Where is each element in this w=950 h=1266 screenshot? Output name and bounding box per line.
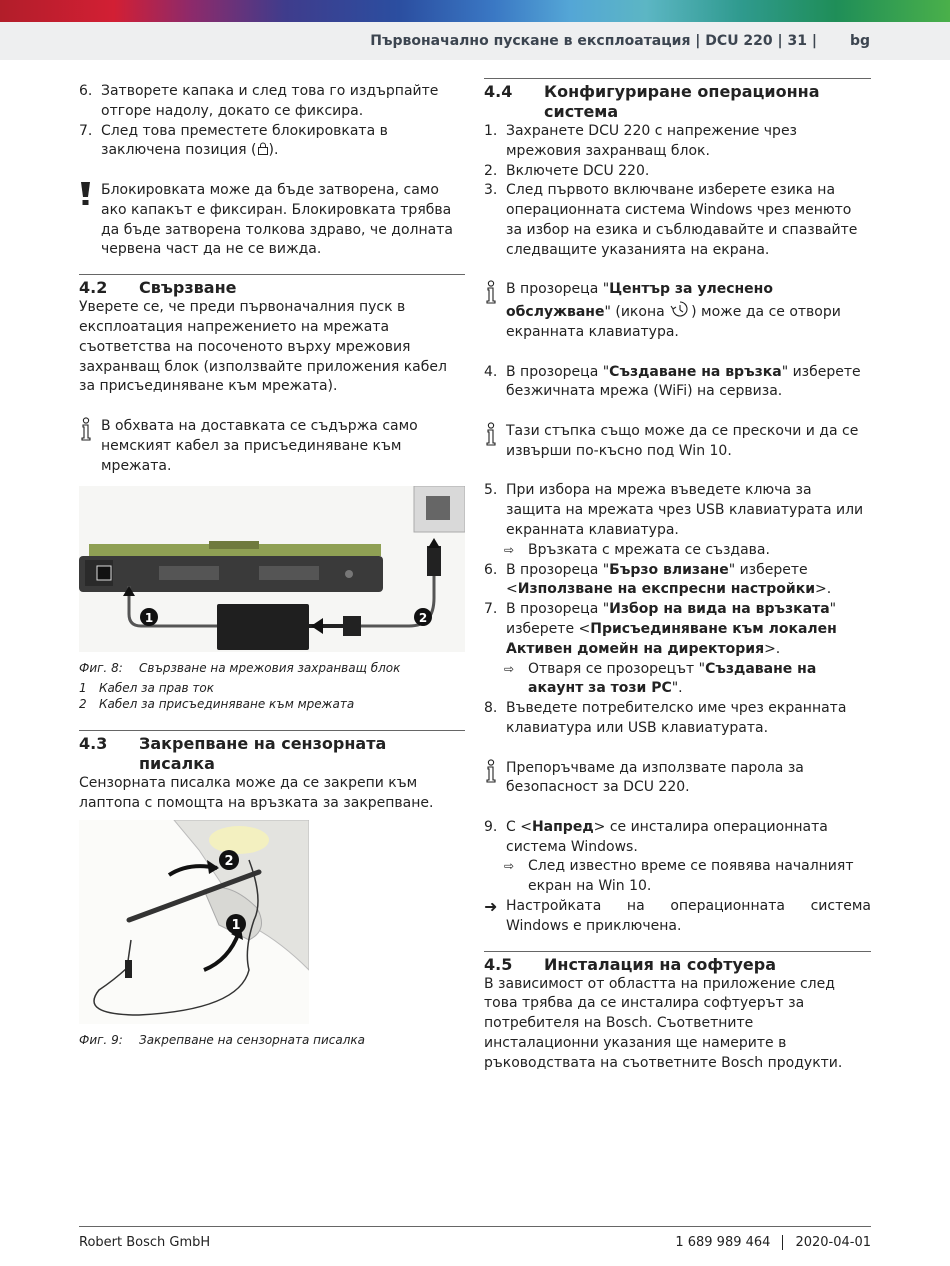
result-arrow-icon: ⇨ xyxy=(504,661,515,676)
step-number: 8. xyxy=(484,700,498,717)
header-title: Първоначално пускане в експлоатация | DCU 220 | 31 | xyxy=(370,33,817,49)
footer-company: Robert Bosch GmbH xyxy=(79,1235,211,1250)
step-text: След това преместете блокировката в заключена позиция ( xyxy=(101,122,388,159)
info-text: Тази стъпка също може да се прескочи и да се извърши по-късно под Win 10. xyxy=(506,422,859,459)
info-note xyxy=(79,417,465,476)
step-text: Затворете капака и след това го издърпайте отгоре надолу, докато се фиксира. xyxy=(101,83,439,119)
section-body: Уверете се, че преди първоначалния пуск в експлоатация напрежението на мрежата съответства на посоченото върху мрежовия захранващ блок (използвайте приложения кабел за присъединяване към мрежата). xyxy=(79,299,447,395)
info-note xyxy=(484,759,871,799)
step-number: 5. xyxy=(484,482,498,499)
step-text: " изберете < xyxy=(506,601,837,637)
legend-number: 1 xyxy=(79,681,87,696)
step-text-bold: Напред xyxy=(531,818,594,835)
page-header xyxy=(0,22,950,60)
final-result xyxy=(484,897,871,937)
section-heading xyxy=(484,955,871,975)
step-result xyxy=(484,660,871,700)
section-number: 4.3 xyxy=(79,734,108,754)
list-item xyxy=(484,162,871,182)
list-item xyxy=(484,699,871,739)
section-heading xyxy=(484,82,871,122)
step-text: > се инсталира операционната система Windows. xyxy=(506,818,828,855)
final-result-arrow-icon: ➜ xyxy=(484,897,498,917)
info-icon xyxy=(484,422,498,453)
step-text-bold: Използване на експресни настройки xyxy=(517,581,816,598)
step-number: 7. xyxy=(484,601,498,618)
info-icon xyxy=(484,759,498,790)
step-text-bold: Присъединяване към локален Активен домейн на директория xyxy=(506,620,837,657)
step-number: 1. xyxy=(484,123,498,139)
figure-caption xyxy=(79,660,465,677)
stylus-illustration xyxy=(79,820,309,1024)
result-text-bold: Създаване на акаунт за този PC xyxy=(528,660,817,697)
footer-divider xyxy=(79,1226,871,1227)
list-item xyxy=(484,818,871,858)
step-text-bold: Избор на вида на връзката xyxy=(609,601,830,618)
step-text: " изберете безжичната мрежа (WiFi) на сервиза. xyxy=(506,363,861,400)
legend-number: 2 xyxy=(79,697,87,712)
step-text: В прозореца " xyxy=(506,561,610,578)
final-result-text: Настройката на операционната система Windows е приключена. xyxy=(506,898,871,934)
touch-keyboard-icon xyxy=(669,304,691,320)
note-text-bold: Център за улеснено обслужване xyxy=(506,281,773,321)
section-number: 4.4 xyxy=(484,82,513,101)
info-icon xyxy=(79,417,93,448)
footer-date: 2020-04-01 xyxy=(795,1235,871,1250)
step-number: 3. xyxy=(484,182,498,199)
figure-power-supply xyxy=(79,486,465,652)
result-arrow-icon: ⇨ xyxy=(504,859,515,874)
step-result xyxy=(484,857,871,897)
list-item xyxy=(79,82,465,122)
info-icon xyxy=(484,280,498,311)
result-text: Връзката с мрежата се създава. xyxy=(528,541,770,558)
step-text: " изберете < xyxy=(506,561,808,598)
step-text: >. xyxy=(764,640,781,657)
header-language: bg xyxy=(849,33,870,49)
legend-text: Кабел за прав ток xyxy=(99,681,214,696)
step-number: 6. xyxy=(79,83,93,99)
lock-icon xyxy=(257,142,269,158)
figure-number: Фиг. 8: xyxy=(79,661,123,676)
step-number: 2. xyxy=(484,162,498,179)
info-text: Препоръчваме да използвате парола за безопасност за DCU 220. xyxy=(506,759,804,796)
figure-legend-item xyxy=(79,696,465,712)
step-number: 4. xyxy=(484,363,498,380)
note-text: ) може да се отвори екранната клавиатура. xyxy=(506,304,841,340)
section-title: Инсталация на софтуера xyxy=(544,954,777,974)
step-text: При избора на мрежа въведете ключа за защита на мрежата чрез USB клавиатурата или екранната клавиатура. xyxy=(506,482,864,538)
step-text-bold: Създаване на връзка xyxy=(609,363,782,380)
svg-text:2: 2 xyxy=(418,611,428,626)
list-item xyxy=(484,181,871,260)
step-text: В прозореца " xyxy=(506,363,610,380)
figure-caption xyxy=(79,1032,465,1049)
result-text: ". xyxy=(671,680,683,697)
info-note xyxy=(484,422,871,462)
right-column xyxy=(484,78,871,1074)
svg-text:2: 2 xyxy=(224,853,234,869)
section-number: 4.5 xyxy=(484,954,513,974)
section-heading xyxy=(79,734,465,774)
step-text: Въведете потребителско име чрез екранната клавиатура или USB клавиатурата. xyxy=(506,700,847,736)
result-arrow-icon: ⇨ xyxy=(504,542,515,557)
step-text: >. xyxy=(815,581,832,598)
section-title: Закрепване на сензорната писалка xyxy=(139,734,387,774)
list-item xyxy=(484,363,871,403)
info-text: В обхвата на доставката се съдържа само немският кабел за присъединяване към мрежата. xyxy=(101,417,418,474)
note-text: В прозореца " xyxy=(506,281,610,298)
note-text: " (икона xyxy=(604,304,670,321)
svg-text:1: 1 xyxy=(144,611,154,626)
figure-stylus xyxy=(79,820,309,1024)
warning-note xyxy=(79,181,465,260)
section-number: 4.2 xyxy=(79,278,108,298)
list-item xyxy=(484,481,871,540)
info-note xyxy=(484,280,871,342)
step-number: 7. xyxy=(79,122,93,139)
result-text: След известно време се появява началният екран на Win 10. xyxy=(528,858,854,895)
figure-legend-item xyxy=(79,680,465,696)
step-text-bold: Бързо влизане xyxy=(609,561,729,578)
section-title: Конфигуриране операционна система xyxy=(544,82,820,121)
figure-caption-text: Свързване на мрежовия захранващ блок xyxy=(139,661,401,676)
warning-text: Блокировката може да бъде затворена, само ако капакът е фиксиран. Блокировката трябва да бъде затворена толкова здраво, че долната червена част да не се вижда. xyxy=(101,181,453,258)
list-item xyxy=(484,122,871,162)
step-text: Захранете DCU 220 с напрежение чрез мрежовия захранващ блок. xyxy=(506,123,798,159)
footer-doc-number: 1 689 989 464 xyxy=(675,1235,771,1250)
figure-caption-text: Закрепване на сензорната писалка xyxy=(139,1032,366,1047)
step-text: След първото включване изберете езика на операционната система Windows чрез менюто за избор на езика и съблюдавайте и спазвайте следващите указанията на екрана. xyxy=(506,182,858,258)
list-item xyxy=(484,561,871,601)
step-number: 9. xyxy=(484,818,498,835)
list-item xyxy=(79,122,465,162)
step-text-end: ). xyxy=(268,142,279,159)
footer-separator xyxy=(782,1235,783,1250)
step-text: Включете DCU 220. xyxy=(506,162,650,179)
warning-icon xyxy=(79,181,93,214)
step-result xyxy=(484,541,871,561)
section-title: Свързване xyxy=(139,278,237,298)
step-text: С < xyxy=(506,818,532,835)
legend-text: Кабел за присъединяване към мрежата xyxy=(99,697,355,712)
left-column xyxy=(79,82,465,1049)
svg-text:1: 1 xyxy=(231,917,241,933)
power-supply-illustration xyxy=(79,486,465,652)
result-text: Отваря се прозорецът " xyxy=(528,660,706,677)
step-text: В прозореца " xyxy=(506,601,610,618)
figure-number: Фиг. 9: xyxy=(79,1032,123,1047)
section-body: В зависимост от областта на приложение след това трябва да се инсталира софтуерът за потребителя на Bosch. Съответните инсталационни указания ще намерите в ръководствата на съответните Bosch продукти. xyxy=(484,975,843,1071)
list-item xyxy=(484,600,871,659)
step-number: 6. xyxy=(484,561,498,578)
brand-color-bar xyxy=(0,0,950,22)
footer-info xyxy=(675,1233,871,1253)
section-heading xyxy=(79,278,465,298)
section-body: Сензорната писалка може да се закрепи към лаптопа с помощта на връзката за закрепване. xyxy=(79,775,434,812)
